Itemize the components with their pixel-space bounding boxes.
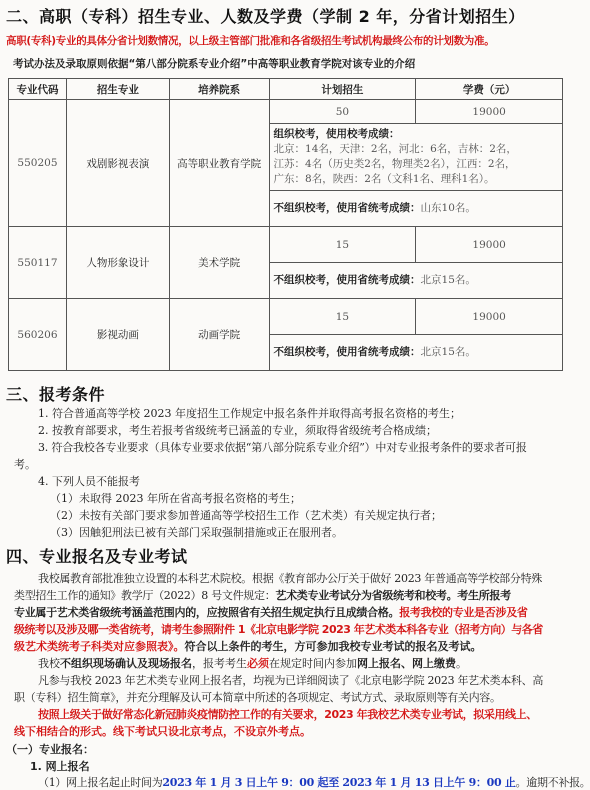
paragraph-span: 。 bbox=[456, 657, 467, 670]
plan-count: 15 bbox=[269, 299, 416, 335]
section-3-title: 三、报考条件 bbox=[6, 385, 106, 404]
quota-org-title: 组织校考，使用校考成绩： bbox=[273, 128, 400, 140]
quota-notice: 高职(专科)专业的具体分省计划数情况，以上级主管部门批准和各省级招生考试机构最终公布的计划数为准。 bbox=[6, 35, 495, 47]
quota-noorg-title: 不组织校考，使用省统考成绩： bbox=[273, 346, 421, 358]
header-major: 招生专业 bbox=[66, 79, 169, 100]
table-row bbox=[9, 100, 563, 124]
major-code: 550117 bbox=[9, 227, 67, 299]
paragraph-bold-span: 网上报名、网上缴费 bbox=[357, 657, 456, 670]
subsection-item: 1. 网上报名 bbox=[30, 760, 90, 773]
paragraph-bold-span: 不组织现场确认及现场报名 bbox=[60, 657, 192, 670]
department: 美术学院 bbox=[169, 227, 269, 299]
quota-noorg-title: 不组织校考，使用省统考成绩： bbox=[273, 202, 421, 214]
paragraph-line: 凡参与我校 2023 年艺术类专业网上报名者，均视为已详细阅读了《北京电影学院 2023 年艺术类本科、高 bbox=[38, 674, 544, 687]
paragraph-red-line: 级统考以及涉及哪一类省统考，请考生参照附件 1《北京电影学院 2023 年艺术类本科各专业（招考方向）与各省 bbox=[14, 623, 543, 636]
condition-item: 2. 按教育部要求，考生若报考省级统考已涵盖的专业，须取得省级统考合格成绩； bbox=[38, 424, 437, 437]
subsection-title: （一）专业报名： bbox=[6, 743, 94, 756]
major-name: 戏剧影视表演 bbox=[66, 100, 169, 227]
paragraph-bold-span: 艺术类专业考试分为省级统考和校考。考生所报考 bbox=[275, 589, 511, 602]
quota-detail bbox=[269, 335, 562, 371]
quota-noorg-title: 不组织校考，使用省统考成绩： bbox=[273, 274, 421, 286]
enrollment-table bbox=[8, 78, 563, 371]
paragraph-line bbox=[14, 638, 482, 654]
quota-line: 广东：8名，陕西：2名（文科1名、理科1名）。 bbox=[273, 173, 495, 185]
paragraph-line: 职（专科）招生简章》，并充分理解及认可本简章中所述的各项规定、考试方式、录取原则等有关内容。 bbox=[14, 691, 501, 704]
registration-period bbox=[38, 774, 590, 790]
paragraph-span: 。逾期不补报。 bbox=[515, 776, 590, 789]
header-code: 专业代码 bbox=[9, 79, 67, 100]
tuition-fee: 19000 bbox=[416, 100, 563, 124]
exam-rule-intro: 考试办法及录取原则依据“第八部分院系专业介绍”中高等职业教育学院对该专业的介绍 bbox=[13, 58, 416, 70]
quota-detail bbox=[269, 263, 562, 299]
department: 高等职业教育学院 bbox=[169, 100, 269, 227]
header-fee: 学费（元） bbox=[416, 79, 563, 100]
exclusion-item: （2）未按有关部门要求参加普通高等学校招生工作（艺术类）有关规定执行者； bbox=[50, 509, 442, 522]
quota-line: 北京：14名，天津：2名，河北：6名，吉林：2名， bbox=[273, 143, 517, 155]
paragraph-span: 在规定时间内参加 bbox=[269, 657, 357, 670]
table-header-row bbox=[9, 79, 563, 100]
paragraph-line bbox=[38, 655, 467, 671]
tuition-fee: 19000 bbox=[416, 227, 563, 263]
exclusion-item: （3）因触犯刑法已被有关部门采取强制措施或正在服刑者。 bbox=[50, 526, 343, 539]
header-dept: 培养院系 bbox=[169, 79, 269, 100]
paragraph-line bbox=[14, 587, 511, 603]
condition-item-cont: 考。 bbox=[14, 458, 36, 471]
paragraph-red-span: 报考我校的专业是否涉及省 bbox=[399, 606, 528, 619]
paragraph-red-span: 必须 bbox=[247, 657, 269, 670]
paragraph-span: （1）网上报名起止时间为 bbox=[38, 776, 163, 789]
plan-count: 15 bbox=[269, 227, 416, 263]
major-name: 影视动画 bbox=[66, 299, 169, 371]
exclusion-item: （1）未取得 2023 年所在省高考报名资格的考生； bbox=[50, 492, 301, 505]
paragraph-span: 类型招生工作的通知》教学厅（2022）8 号文件规定： bbox=[14, 589, 276, 602]
section-2-title: 二、高职（专科）招生专业、人数及学费（学制 2 年，分省计划招生） bbox=[6, 7, 525, 26]
major-code: 550205 bbox=[9, 100, 67, 227]
condition-item: 4. 下列人员不能报考 bbox=[38, 475, 140, 488]
paragraph-bold-span: 符合以上条件的考生，方可参加我校专业考试的报名及考试。 bbox=[184, 640, 482, 653]
paragraph-span: 我校 bbox=[38, 657, 60, 670]
department: 动画学院 bbox=[169, 299, 269, 371]
paragraph-red-span: 级艺术类统考子科类对应参照表》。 bbox=[14, 640, 185, 653]
quota-noorg-value: 北京15名。 bbox=[420, 346, 476, 358]
quota-line: 江苏：4名（历史类2名，物理类2名），江西：2名， bbox=[273, 158, 516, 170]
table-row bbox=[9, 227, 563, 263]
condition-item: 3. 符合我校各专业要求（具体专业要求依据“第八部分院系专业介绍”）中对专业报考条件的要求者可报 bbox=[38, 441, 527, 454]
quota-noorg-value: 山东10名。 bbox=[420, 202, 476, 214]
registration-dates: 2023 年 1 月 3 日上午 9：00 起至 2023 年 1 月 13 日上午 9：00 止 bbox=[162, 776, 516, 789]
paragraph-bold-span: 专业属于艺术类省级统考涵盖范围内的，应按照省有关招生规定执行且成绩合格。 bbox=[14, 606, 400, 619]
paragraph-red-line: 线下相结合的形式。线下考试只设北京考点，不设京外考点。 bbox=[14, 725, 311, 738]
quota-detail bbox=[269, 191, 562, 227]
paragraph-span: ，报考考生 bbox=[192, 657, 247, 670]
table-row bbox=[9, 299, 563, 335]
tuition-fee: 19000 bbox=[416, 299, 563, 335]
major-code: 560206 bbox=[9, 299, 67, 371]
paragraph-line: 我校属教育部批准独立设置的本科艺术院校。根据《教育部办公厅关于做好 2023 年普通高等学校部分特殊 bbox=[38, 572, 542, 585]
paragraph-line bbox=[14, 604, 528, 620]
condition-item: 1. 符合普通高等学校 2023 年度招生工作规定中报名条件并取得高考报名资格的考生； bbox=[38, 407, 461, 420]
major-name: 人物形象设计 bbox=[66, 227, 169, 299]
header-plan: 计划招生 bbox=[269, 79, 416, 100]
quota-detail bbox=[269, 124, 562, 191]
section-4-title: 四、专业报名及专业考试 bbox=[6, 547, 188, 566]
paragraph-red-line: 按照上级关于做好常态化新冠肺炎疫情防控工作的有关要求，2023 年我校艺术类专业考试，拟采用线上、 bbox=[38, 708, 537, 721]
plan-count: 50 bbox=[269, 100, 416, 124]
quota-noorg-value: 北京15名。 bbox=[420, 274, 476, 286]
